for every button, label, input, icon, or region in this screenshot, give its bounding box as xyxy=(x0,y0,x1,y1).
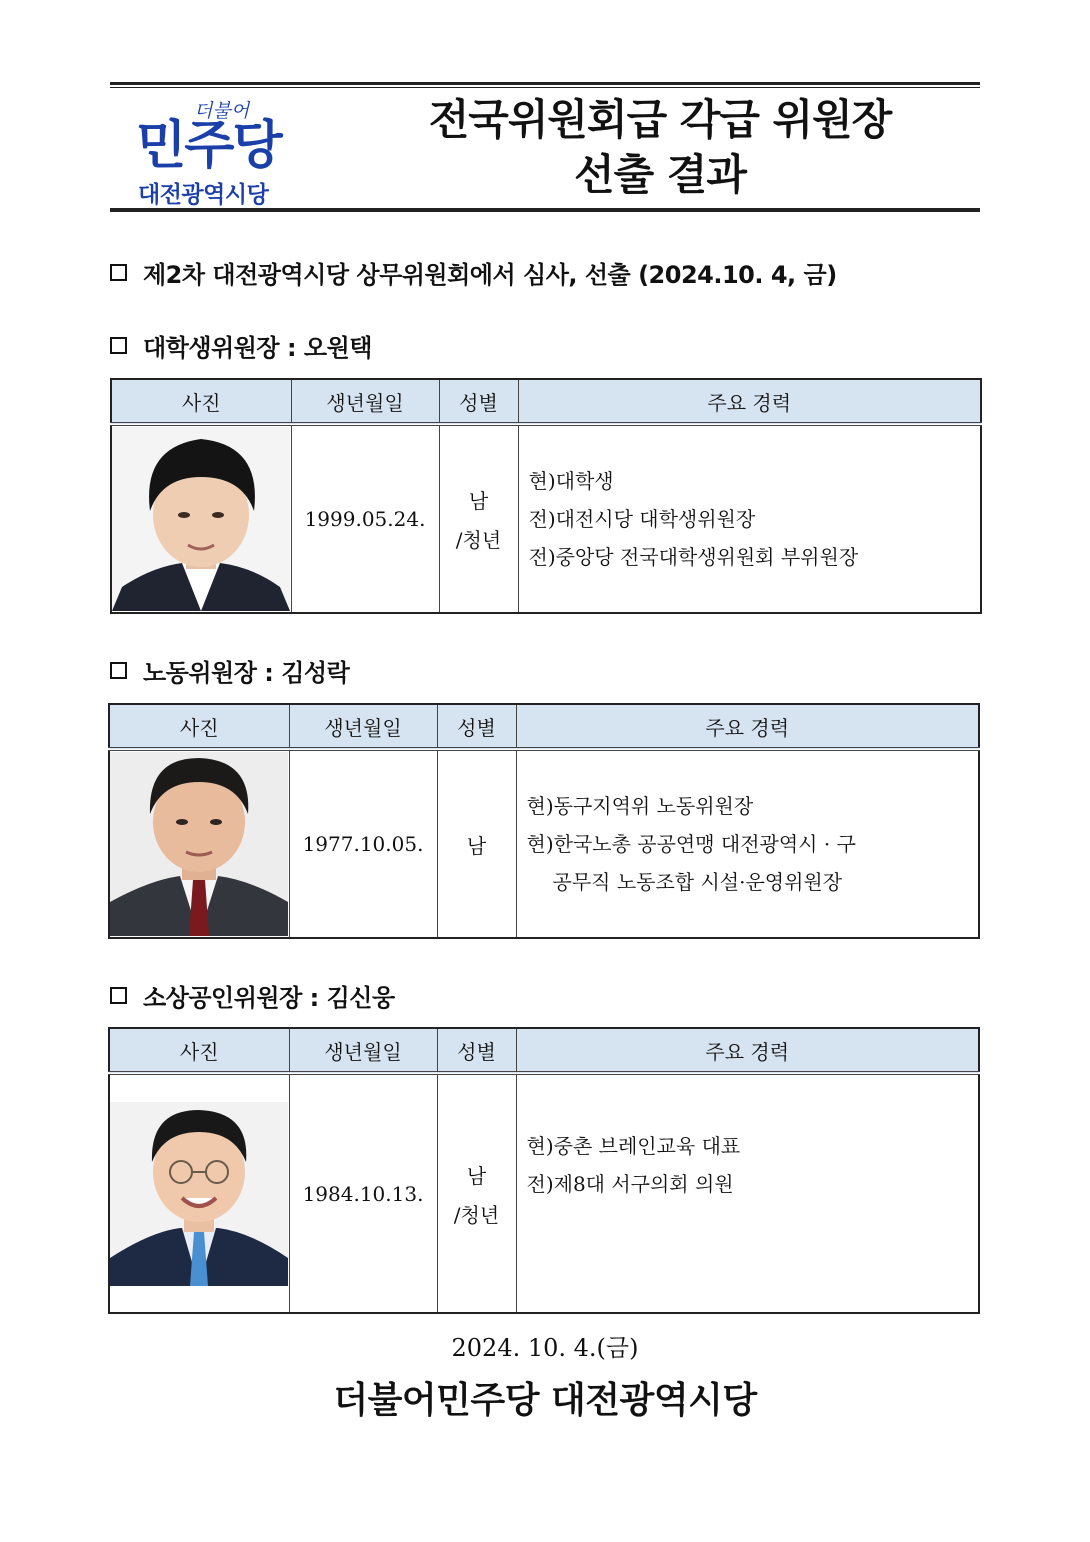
square-bullet-icon xyxy=(110,987,127,1004)
square-bullet-icon xyxy=(110,337,127,354)
candidate-photo xyxy=(109,749,289,938)
gender-cell xyxy=(437,1073,516,1313)
gender-youth-text: /청년 xyxy=(455,528,502,552)
square-bullet-icon xyxy=(110,264,127,281)
header-birth: 생년월일 xyxy=(291,379,439,424)
career-item: 전)제8대 서구의회 의원 xyxy=(526,1172,734,1196)
square-bullet-icon xyxy=(110,662,127,679)
header-gender: 성별 xyxy=(439,379,518,424)
career-item: 전)중앙당 전국대학생위원회 부위원장 xyxy=(528,545,859,569)
header-career: 주요 경력 xyxy=(516,704,979,749)
candidate-table xyxy=(108,1027,980,1314)
header-career: 주요 경력 xyxy=(516,1028,979,1073)
gender-cell xyxy=(439,424,518,613)
header-rule xyxy=(110,87,980,88)
table-header-row xyxy=(109,1028,979,1073)
gender-cell xyxy=(437,749,516,938)
career-item: 공무직 노동조합 시설·운영위원장 xyxy=(552,870,843,894)
table-row xyxy=(109,1073,979,1313)
header-photo: 사진 xyxy=(109,1028,289,1073)
career-cell xyxy=(516,1073,979,1313)
header-gender: 성별 xyxy=(437,704,516,749)
section-heading xyxy=(110,328,372,363)
header-rule xyxy=(110,82,980,85)
portrait-image xyxy=(112,427,290,611)
table-row xyxy=(109,749,979,938)
header-career: 주요 경력 xyxy=(518,379,981,424)
intro-line xyxy=(110,255,837,290)
section-heading xyxy=(110,653,349,688)
header-photo: 사진 xyxy=(111,379,291,424)
career-item: 전)대전시당 대학생위원장 xyxy=(528,507,756,531)
footer-organization: 더불어민주당 대전광역시당 xyxy=(333,1380,757,1421)
logo-small-text: 더불어 xyxy=(194,100,250,122)
candidate-table xyxy=(110,378,982,614)
gender-youth-text: /청년 xyxy=(453,1202,500,1227)
career-item: 현)동구지역위 노동위원장 xyxy=(526,794,754,818)
header-photo: 사진 xyxy=(109,704,289,749)
logo-main-text: 민주당 xyxy=(136,116,281,176)
intro-text: 제2차 대전광역시당 상무위원회에서 심사, 선출 (2024.10. 4, 금) xyxy=(143,261,837,289)
logo-sub-text: 대전광역시당 xyxy=(138,182,269,208)
header-rule xyxy=(110,209,980,212)
candidate-table xyxy=(108,703,980,939)
document-header xyxy=(110,82,980,212)
section-heading-text: 노동위원장 : 김성락 xyxy=(143,659,350,687)
career-item: 현)한국노총 공공연맹 대전광역시 · 구 xyxy=(526,832,856,856)
gender-text: 남 xyxy=(468,489,489,513)
portrait-image xyxy=(110,1102,288,1286)
table-header-row xyxy=(109,704,979,749)
document-title xyxy=(380,92,940,202)
portrait-image xyxy=(110,752,288,936)
section-heading-text: 소상공인위원장 : 김신웅 xyxy=(143,984,395,1012)
title-line-2: 선출 결과 xyxy=(574,150,746,199)
party-logo xyxy=(134,94,334,208)
table-header-row xyxy=(111,379,981,424)
candidate-photo xyxy=(109,1073,289,1313)
header-gender: 성별 xyxy=(437,1028,516,1073)
header-birth: 생년월일 xyxy=(289,704,437,749)
birth-date: 1977.10.05. xyxy=(289,749,437,938)
gender-text: 남 xyxy=(466,833,487,858)
footer-date: 2024. 10. 4.(금) xyxy=(451,1334,639,1362)
birth-date: 1999.05.24. xyxy=(291,424,439,613)
title-line-1: 전국위원회급 각급 위원장 xyxy=(428,95,892,144)
career-item: 현)중촌 브레인교육 대표 xyxy=(526,1134,741,1158)
candidate-photo xyxy=(111,424,291,613)
gender-text: 남 xyxy=(466,1163,487,1188)
birth-date: 1984.10.13. xyxy=(289,1073,437,1313)
career-item: 현)대학생 xyxy=(528,469,614,493)
section-heading xyxy=(110,978,395,1013)
table-row xyxy=(111,424,981,613)
section-heading-text: 대학생위원장 : 오원택 xyxy=(143,334,372,362)
career-cell xyxy=(518,424,981,613)
career-cell xyxy=(516,749,979,938)
header-birth: 생년월일 xyxy=(289,1028,437,1073)
